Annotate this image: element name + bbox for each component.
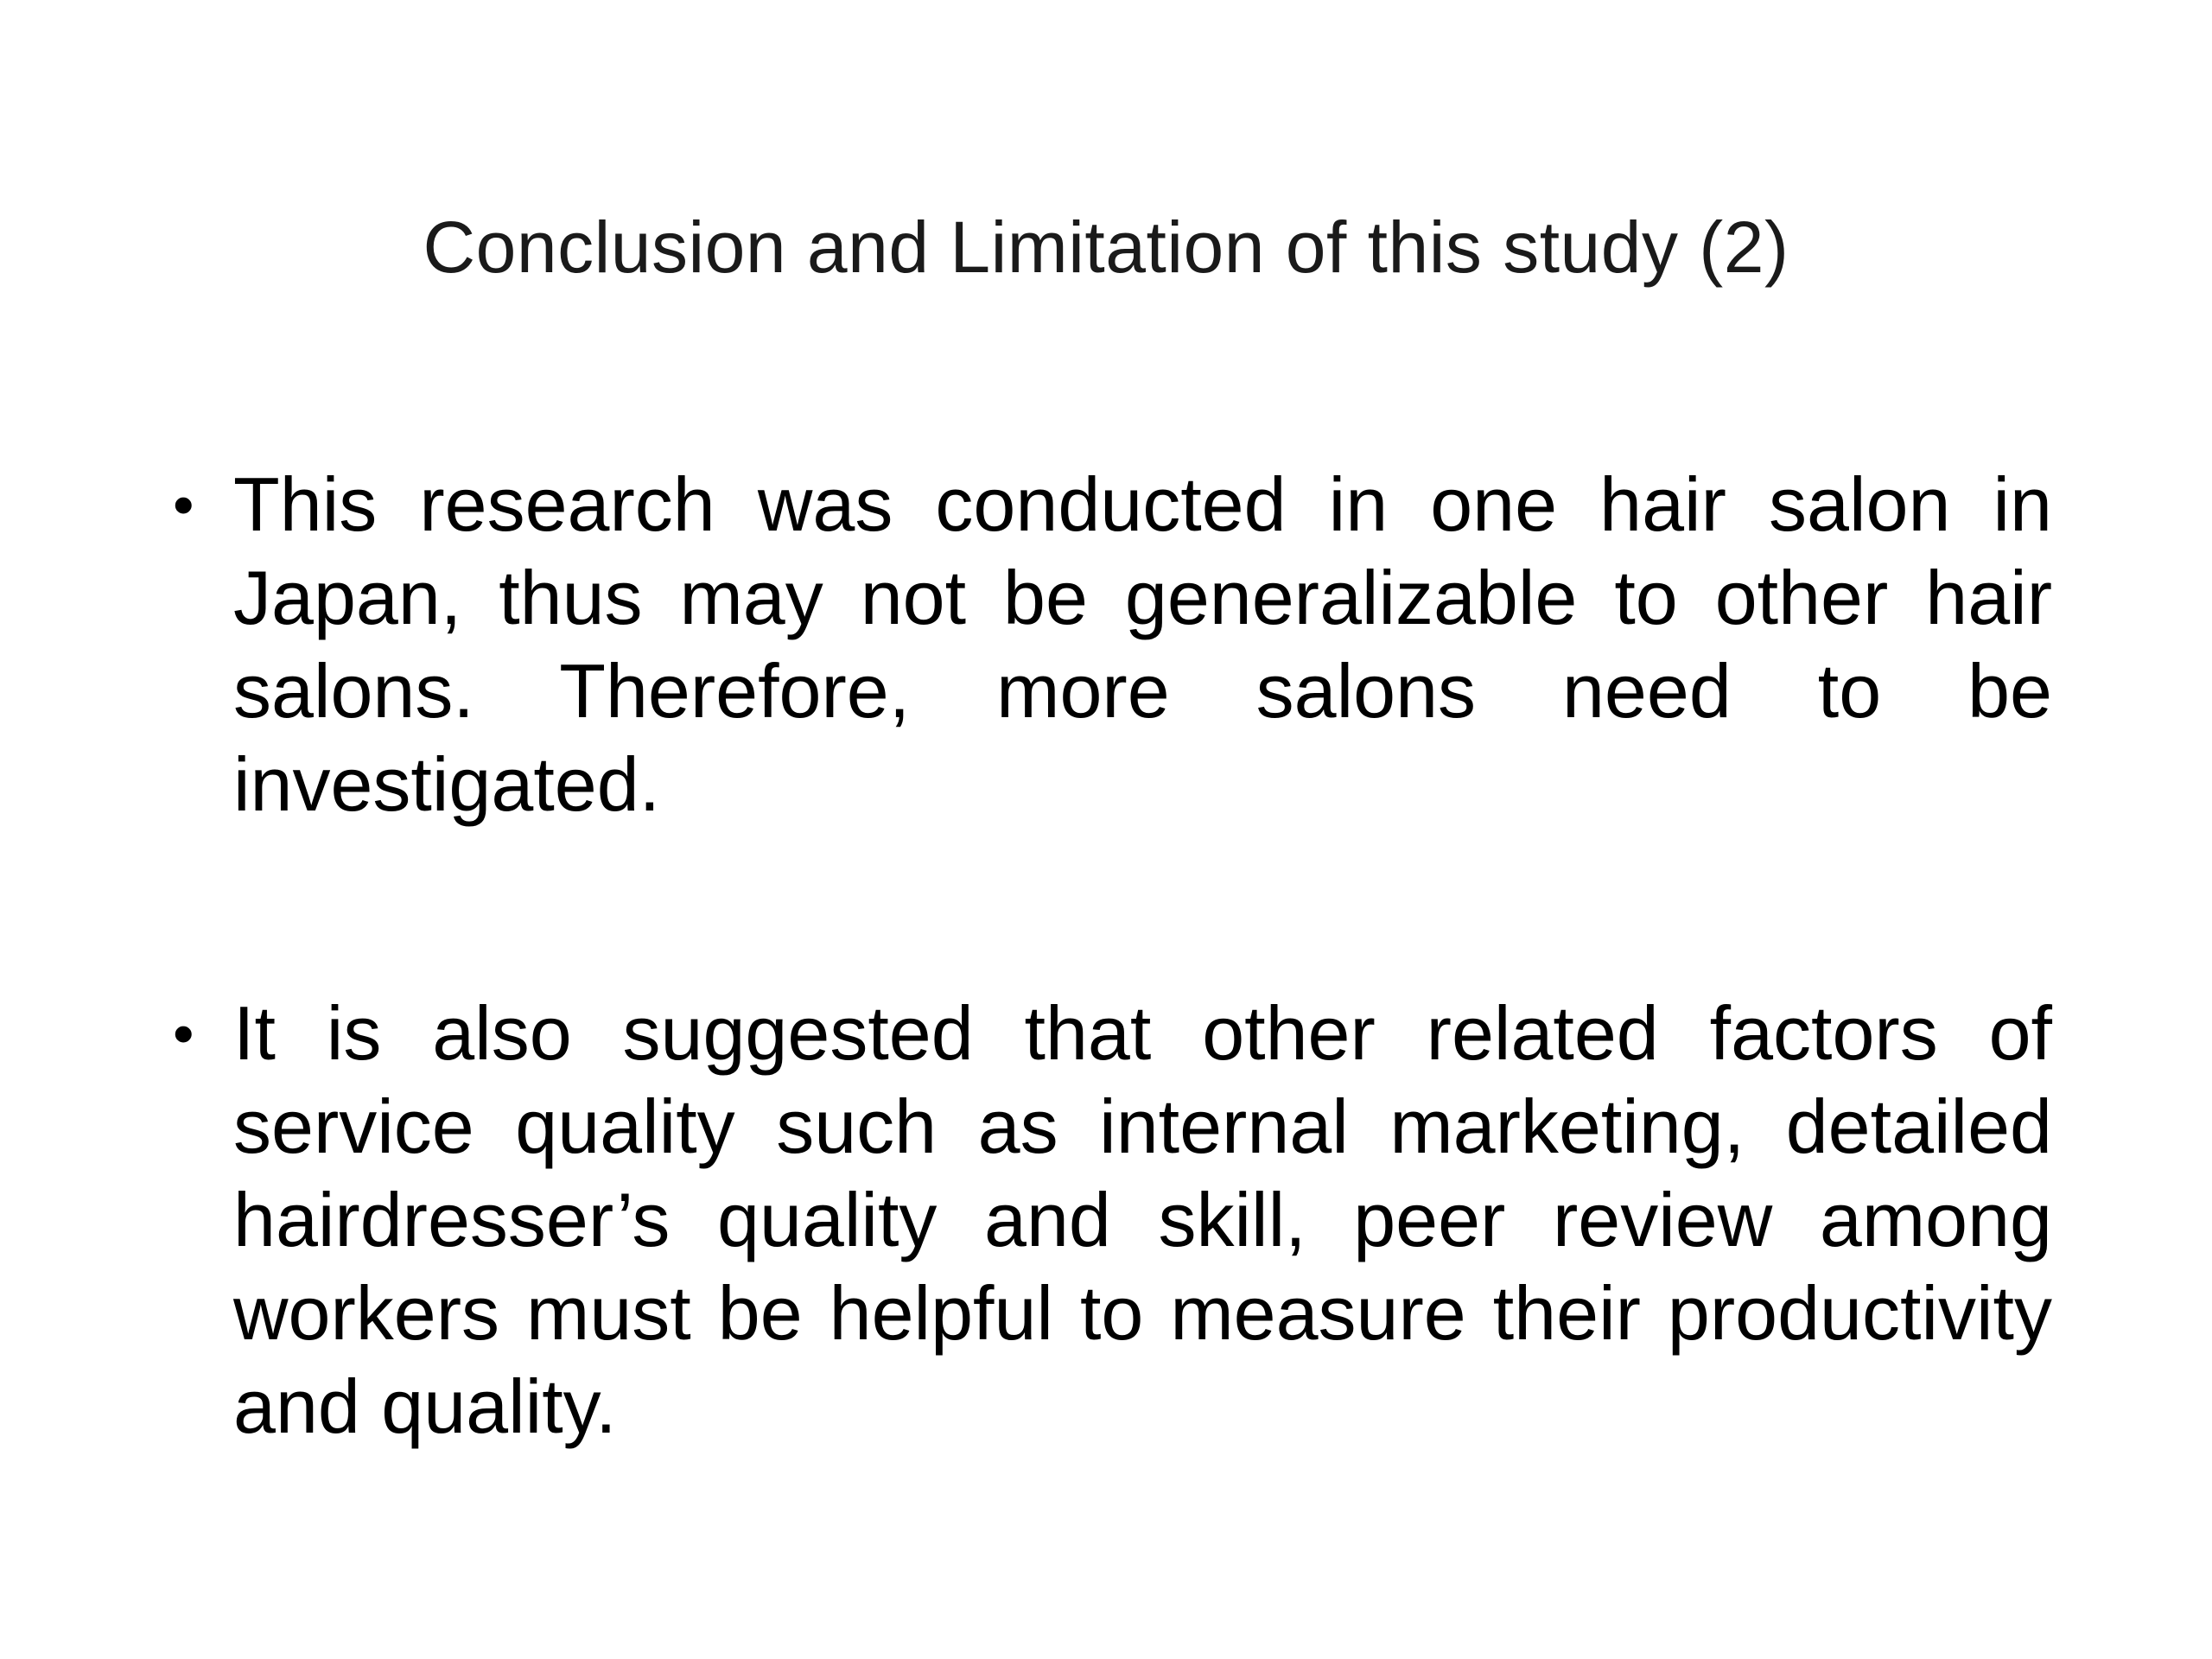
bullet-text: This research was conducted in one hair salon in Japan, thus may not be generalizable to other hair salons. Therefore, more salons need to be investigated. bbox=[233, 461, 2052, 827]
bullet-list bbox=[173, 458, 2052, 1453]
bullet-item bbox=[173, 458, 2052, 831]
bullet-dot-icon: • bbox=[173, 471, 194, 538]
slide-title: Conclusion and Limitation of this study (2) bbox=[423, 207, 1789, 288]
bullet-item bbox=[173, 987, 2052, 1453]
bullet-dot-icon: • bbox=[173, 1000, 194, 1067]
bullet-text: It is also suggested that other related factors of service quality such as internal marketing, detailed hairdresser’s quality and skill, peer review among workers must be helpful to measure their productivity and quality. bbox=[233, 990, 2052, 1449]
